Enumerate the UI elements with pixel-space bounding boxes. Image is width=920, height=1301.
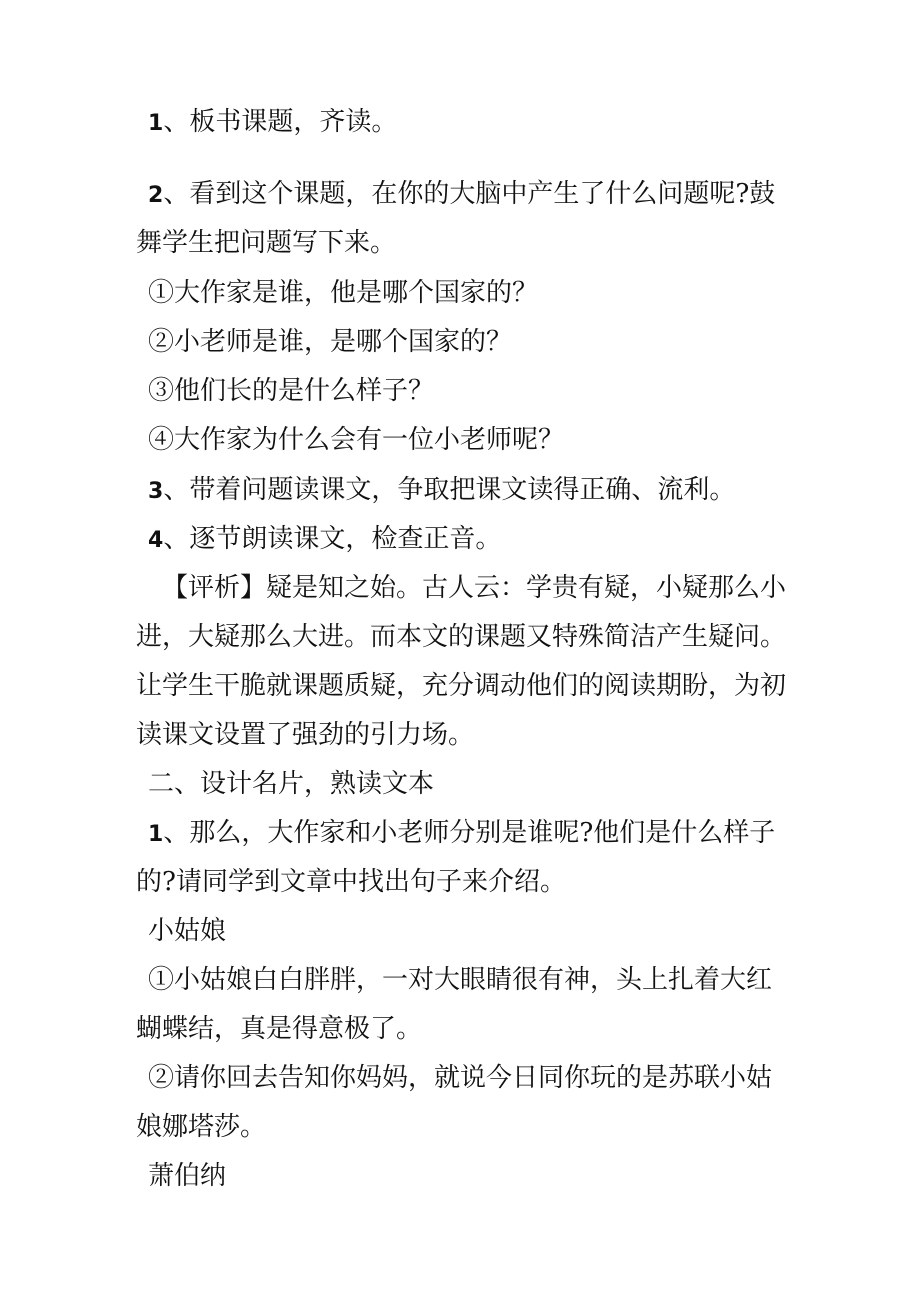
question-item-4 (0, 424, 920, 456)
paragraph-text: ②请你回去告知你妈妈，就说今日同你玩的是苏联小姑 (148, 1063, 773, 1093)
commentary-line (0, 572, 920, 604)
paragraph-text: ②小老师是谁，是哪个国家的？ (148, 327, 513, 357)
commentary-line (0, 670, 920, 702)
paragraph-text: 、那么，大作家和小老师分别是谁呢?他们是什么样子 (163, 818, 776, 848)
step-1-line (0, 817, 920, 851)
commentary-line (0, 719, 920, 751)
step-number: 1 (148, 822, 164, 847)
question-item-1 (0, 277, 920, 309)
paragraph-text: 舞学生把问题写下来。 (136, 228, 397, 258)
paragraph-text: 二、设计名片，熟读文本 (148, 769, 435, 799)
paragraph-text: 的?请同学到文章中找出句子来介绍。 (136, 867, 566, 897)
step-1-line (0, 106, 920, 140)
subheading-line (0, 915, 920, 947)
paragraph-text: 蝴蝶结，真是得意极了。 (136, 1014, 423, 1044)
step-number: 4 (148, 528, 164, 553)
step-number: 2 (148, 183, 164, 208)
paragraph-text: 进，大疑那么大进。而本文的课题又特殊简洁产生疑问。 (136, 622, 787, 652)
paragraph-text: ①小姑娘白白胖胖，一对大眼睛很有神，头上扎着大红 (148, 965, 773, 995)
step-number: 1 (148, 111, 164, 136)
paragraph-text: 读课文设置了强劲的引力场。 (136, 720, 475, 750)
step-4-line (0, 523, 920, 557)
paragraph-line (0, 1111, 920, 1143)
list-item-line (0, 1062, 920, 1094)
question-item-2 (0, 326, 920, 358)
paragraph-text: 【评析】疑是知之始。古人云：学贵有疑，小疑那么小 (162, 573, 787, 603)
step-3-line (0, 474, 920, 508)
section-heading (0, 768, 920, 800)
list-item-line (0, 964, 920, 996)
paragraph-text: 、板书课题，齐读。 (163, 107, 398, 137)
paragraph-text: 小姑娘 (148, 916, 227, 946)
paragraph-text: ①大作家是谁，他是哪个国家的？ (148, 278, 539, 308)
paragraph-text: 、看到这个课题，在你的大脑中产生了什么问题呢?鼓 (163, 179, 776, 209)
paragraph-line (0, 227, 920, 259)
paragraph-text: 、带着问题读课文，争取把课文读得正确、流利。 (163, 475, 736, 505)
paragraph-line (0, 866, 920, 898)
subheading-line (0, 1160, 920, 1192)
question-item-3 (0, 375, 920, 407)
paragraph-text: 、逐节朗读课文，检查正音。 (163, 524, 502, 554)
paragraph-text: 让学生干脆就课题质疑，充分调动他们的阅读期盼，为初 (136, 671, 787, 701)
step-2-line (0, 178, 920, 212)
paragraph-line (0, 1013, 920, 1045)
paragraph-text: 娘娜塔莎。 (136, 1112, 267, 1142)
paragraph-text: ④大作家为什么会有一位小老师呢？ (148, 425, 565, 455)
step-number: 3 (148, 479, 164, 504)
paragraph-text: 萧伯纳 (148, 1161, 227, 1191)
paragraph-text: ③他们长的是什么样子？ (148, 376, 435, 406)
commentary-line (0, 621, 920, 653)
